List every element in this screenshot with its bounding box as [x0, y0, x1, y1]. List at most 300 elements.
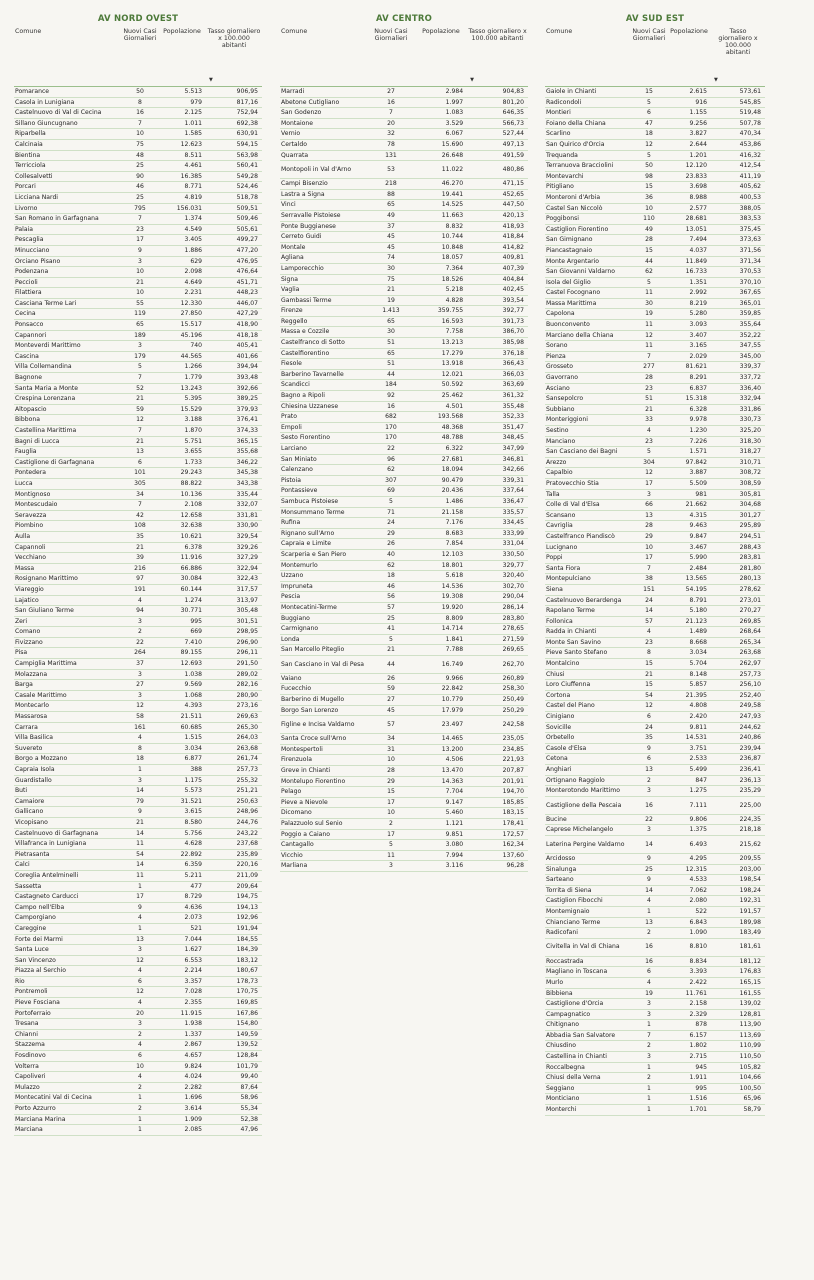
cell-tasso: 308,72 [711, 468, 765, 479]
table-row [280, 755, 528, 766]
cell-nuovi-casi: 22 [367, 444, 415, 455]
cell-comune: Sorano [545, 341, 631, 352]
cell-comune: Montespertoli [280, 744, 367, 755]
cell-comune: Bagni di Lucca [14, 436, 122, 447]
cell-comune: Carmignano [280, 624, 367, 635]
cell-comune: Cetona [545, 754, 631, 765]
table-row [14, 881, 262, 892]
cell-comune: Arcidosso [545, 853, 631, 864]
cell-comune: Scansano [545, 510, 631, 521]
cell-popolazione: 2.355 [158, 998, 206, 1009]
cell-comune: Palazzuolo sul Senio [280, 819, 367, 830]
cell-popolazione: 1.275 [667, 786, 711, 797]
cell-comune: Monte San Savino [545, 637, 631, 648]
table-row [545, 906, 765, 917]
cell-comune: Capraia Isola [14, 765, 122, 776]
table-row [545, 1073, 765, 1084]
cell-nuovi-casi: 119 [122, 309, 158, 320]
cell-nuovi-casi: 6 [631, 754, 667, 765]
cell-nuovi-casi: 2 [122, 1082, 158, 1093]
table-row [14, 987, 262, 998]
cell-nuovi-casi: 5 [631, 447, 667, 458]
cell-comune: Colle di Val d'Elsa [545, 500, 631, 511]
cell-tasso: 476,64 [206, 267, 262, 278]
cell-popolazione: 1.175 [158, 775, 206, 786]
cell-nuovi-casi: 5 [631, 277, 667, 288]
cell-nuovi-casi: 12 [631, 468, 667, 479]
cell-nuovi-casi: 65 [122, 320, 158, 331]
cell-tasso: 203,00 [711, 864, 765, 875]
cell-tasso: 161,55 [711, 988, 765, 999]
cell-popolazione: 740 [158, 341, 206, 352]
header-nuovi-casi[interactable]: Nuovi Casi Giornalieri [367, 28, 415, 87]
table-row [280, 348, 528, 359]
cell-popolazione: 1.038 [158, 669, 206, 680]
cell-nuovi-casi: 16 [631, 796, 667, 814]
cell-tasso: 280,90 [206, 690, 262, 701]
cell-nuovi-casi: 3 [631, 489, 667, 500]
cell-popolazione: 3.751 [667, 743, 711, 754]
header-tasso[interactable] [467, 28, 528, 87]
cell-popolazione: 878 [667, 1020, 711, 1031]
cell-popolazione: 8.771 [158, 182, 206, 193]
cell-popolazione: 12.120 [667, 161, 711, 172]
cell-popolazione: 11.663 [415, 210, 467, 221]
cell-comune: Poggibonsi [545, 214, 631, 225]
cell-tasso: 418,84 [467, 232, 528, 243]
cell-popolazione: 2.125 [158, 108, 206, 119]
cell-nuovi-casi: 57 [367, 716, 415, 734]
cell-popolazione: 6.378 [158, 542, 206, 553]
cell-popolazione: 979 [158, 97, 206, 108]
cell-nuovi-casi: 21 [367, 645, 415, 656]
cell-nuovi-casi: 17 [631, 553, 667, 564]
table-row [14, 341, 262, 352]
table-row [14, 817, 262, 828]
cell-popolazione: 3.827 [667, 129, 711, 140]
cell-popolazione: 1.515 [158, 733, 206, 744]
cell-tasso: 250,29 [467, 705, 528, 716]
cell-tasso: 165,15 [711, 977, 765, 988]
table-row [545, 669, 765, 680]
cell-tasso: 58,79 [711, 1105, 765, 1116]
table-row [545, 1030, 765, 1041]
cell-comune: Bientina [14, 150, 122, 161]
cell-tasso: 352,33 [467, 412, 528, 423]
cell-tasso: 310,71 [711, 457, 765, 468]
cell-nuovi-casi: 35 [631, 733, 667, 744]
cell-tasso: 507,78 [711, 118, 765, 129]
cell-popolazione: 2.231 [158, 288, 206, 299]
cell-nuovi-casi: 65 [367, 200, 415, 211]
cell-nuovi-casi: 17 [122, 235, 158, 246]
cell-nuovi-casi: 23 [631, 436, 667, 447]
header-comune[interactable]: Comune [545, 28, 631, 87]
cell-nuovi-casi: 28 [631, 521, 667, 532]
cell-tasso: 480,86 [467, 161, 528, 179]
cell-tasso: 249,58 [711, 701, 765, 712]
cell-comune: Radda in Chianti [545, 627, 631, 638]
cell-tasso: 391,73 [467, 316, 528, 327]
cell-popolazione: 5.857 [667, 680, 711, 691]
cell-nuovi-casi: 30 [631, 298, 667, 309]
table-row [545, 394, 765, 405]
table-row [14, 637, 262, 648]
cell-comune: Coreglia Antelminelli [14, 870, 122, 881]
header-tasso[interactable] [711, 28, 765, 87]
cell-nuovi-casi: 4 [122, 966, 158, 977]
cell-tasso: 167,86 [206, 1008, 262, 1019]
cell-tasso: 244,62 [711, 722, 765, 733]
cell-nuovi-casi: 42 [122, 510, 158, 521]
sort-desc-icon[interactable]: ▼ [209, 77, 213, 83]
cell-tasso: 335,44 [206, 489, 262, 500]
cell-tasso: 336,40 [711, 383, 765, 394]
table-row [545, 1020, 765, 1031]
table-row [14, 1019, 262, 1030]
cell-comune: Chiusi della Verna [545, 1073, 631, 1084]
cell-nuovi-casi: 16 [631, 938, 667, 956]
table-row [545, 404, 765, 415]
cell-tasso: 290,04 [467, 592, 528, 603]
cell-comune: Montecarlo [14, 701, 122, 712]
cell-nuovi-casi: 31 [367, 744, 415, 755]
cell-tasso: 385,98 [467, 338, 528, 349]
table-row [14, 775, 262, 786]
cell-popolazione: 21.662 [667, 500, 711, 511]
cell-comune: Montopoli in Val d'Arno [280, 161, 367, 179]
cell-comune: Marradi [280, 87, 367, 98]
cell-nuovi-casi: 191 [122, 584, 158, 595]
header-comune[interactable]: Comune [14, 28, 122, 87]
cell-nuovi-casi: 10 [631, 542, 667, 553]
cell-tasso: 331,81 [206, 510, 262, 521]
cell-comune: Sambuca Pistoiese [280, 496, 367, 507]
cell-popolazione: 3.655 [158, 447, 206, 458]
cell-comune: Montecatini Val di Cecina [14, 1093, 122, 1104]
table-row [280, 787, 528, 798]
cell-nuovi-casi: 62 [367, 465, 415, 476]
cell-tasso: 262,70 [467, 655, 528, 673]
table-row [280, 539, 528, 550]
cell-comune: Massarosa [14, 712, 122, 723]
cell-popolazione: 5.704 [667, 659, 711, 670]
cell-popolazione: 25.462 [415, 391, 467, 402]
cell-tasso: 169,85 [206, 998, 262, 1009]
cell-comune: Montignoso [14, 489, 122, 500]
cell-comune: Chitignano [545, 1020, 631, 1031]
cell-popolazione: 13.565 [667, 574, 711, 585]
cell-comune: Minucciano [14, 245, 122, 256]
table-row [545, 1105, 765, 1116]
table-row [14, 648, 262, 659]
cases-table [280, 28, 528, 872]
cell-tasso: 220,16 [206, 860, 262, 871]
cell-comune: Fiesole [280, 359, 367, 370]
table-row [14, 139, 262, 150]
table-row [14, 298, 262, 309]
table-row [545, 298, 765, 309]
table-row [280, 412, 528, 423]
table-row [545, 457, 765, 468]
cell-tasso: 405,62 [711, 182, 765, 193]
cell-nuovi-casi: 15 [631, 245, 667, 256]
cell-popolazione: 8.834 [667, 956, 711, 967]
table-row [280, 549, 528, 560]
cell-comune: Castel Focognano [545, 288, 631, 299]
cell-comune: Peccioli [14, 277, 122, 288]
cell-tasso: 183,12 [206, 955, 262, 966]
cell-tasso: 345,38 [206, 468, 262, 479]
cell-comune: Radicofani [545, 928, 631, 939]
cell-comune: Roccalbegna [545, 1062, 631, 1073]
cell-comune: Aulla [14, 531, 122, 542]
cell-comune: Loro Ciuffenna [545, 680, 631, 691]
cell-popolazione: 3.034 [667, 648, 711, 659]
cell-nuovi-casi: 19 [631, 988, 667, 999]
cell-nuovi-casi: 2 [631, 775, 667, 786]
table-row [14, 1114, 262, 1125]
cell-popolazione: 48.788 [415, 433, 467, 444]
cell-comune: San Casciano dei Bagni [545, 447, 631, 458]
cell-nuovi-casi: 3 [122, 256, 158, 267]
cell-popolazione: 4.037 [667, 245, 711, 256]
cell-comune: Sesto Fiorentino [280, 433, 367, 444]
table-row [280, 150, 528, 161]
cell-popolazione: 81.621 [667, 362, 711, 373]
cell-nuovi-casi: 7 [631, 351, 667, 362]
cell-comune: Monteverdi Marittimo [14, 341, 122, 352]
cell-tasso: 294,51 [711, 531, 765, 542]
table-row [545, 928, 765, 939]
cell-popolazione: 8.580 [158, 817, 206, 828]
table-row [14, 108, 262, 119]
header-popolazione[interactable]: Popolazione [667, 28, 711, 87]
cell-nuovi-casi: 8 [631, 648, 667, 659]
cell-comune: Sarteano [545, 875, 631, 886]
table-row [545, 182, 765, 193]
cell-popolazione: 27.850 [158, 309, 206, 320]
cell-nuovi-casi: 14 [631, 885, 667, 896]
cell-nuovi-casi: 49 [367, 210, 415, 221]
cell-nuovi-casi: 3 [631, 786, 667, 797]
cell-nuovi-casi: 47 [631, 118, 667, 129]
cell-tasso: 345,00 [711, 351, 765, 362]
cell-nuovi-casi: 71 [367, 507, 415, 518]
cell-popolazione: 10.136 [158, 489, 206, 500]
cell-comune: Vaglia [280, 285, 367, 296]
cell-popolazione: 981 [667, 489, 711, 500]
table-row [545, 606, 765, 617]
cell-comune: Castiglione della Pescaia [545, 796, 631, 814]
cell-comune: Scandicci [280, 380, 367, 391]
cell-popolazione: 3.357 [158, 976, 206, 987]
cell-tasso: 162,34 [467, 840, 528, 851]
cell-popolazione: 9.147 [415, 797, 467, 808]
cell-comune: Monteroni d'Arbia [545, 192, 631, 203]
cell-comune: Sillano Giuncugnano [14, 118, 122, 129]
cell-comune: Campi Bisenzio [280, 179, 367, 190]
cell-popolazione: 11.916 [158, 553, 206, 564]
cell-nuovi-casi: 12 [122, 955, 158, 966]
cell-nuovi-casi: 40 [367, 549, 415, 560]
cell-tasso: 392,66 [206, 383, 262, 394]
cell-tasso: 250,63 [206, 796, 262, 807]
cell-popolazione: 97.842 [667, 457, 711, 468]
table-row [280, 496, 528, 507]
header-nuovi-casi[interactable]: Nuovi Casi Giornalieri [631, 28, 667, 87]
cell-nuovi-casi: 17 [631, 478, 667, 489]
cell-tasso: 355,64 [711, 320, 765, 331]
cell-tasso: 110,99 [711, 1041, 765, 1052]
cell-nuovi-casi: 32 [367, 129, 415, 140]
cell-tasso: 339,37 [711, 362, 765, 373]
header-popolazione[interactable]: Popolazione [415, 28, 467, 87]
cell-tasso: 281,80 [711, 563, 765, 574]
cell-tasso: 374,33 [206, 426, 262, 437]
cell-tasso: 418,90 [206, 320, 262, 331]
cell-popolazione: 3.698 [667, 182, 711, 193]
cell-popolazione: 11.022 [415, 161, 467, 179]
cell-tasso: 52,38 [206, 1114, 262, 1125]
cell-nuovi-casi: 45 [367, 232, 415, 243]
cell-tasso: 352,22 [711, 330, 765, 341]
table-row [545, 447, 765, 458]
cell-tasso: 409,81 [467, 253, 528, 264]
table-row [280, 306, 528, 317]
cell-nuovi-casi: 94 [122, 606, 158, 617]
cell-comune: Casale Marittimo [14, 690, 122, 701]
table-row [280, 840, 528, 851]
cell-popolazione: 847 [667, 775, 711, 786]
table-row [545, 1083, 765, 1094]
cell-nuovi-casi: 58 [122, 712, 158, 723]
cell-tasso: 270,27 [711, 606, 765, 617]
sort-desc-icon[interactable]: ▼ [714, 77, 718, 83]
cell-nuovi-casi: 21 [122, 817, 158, 828]
cell-nuovi-casi: 4 [122, 1040, 158, 1051]
cell-popolazione: 7.994 [415, 850, 467, 861]
table-row [14, 998, 262, 1009]
cell-popolazione: 2.282 [158, 1082, 206, 1093]
cell-comune: Monteriggioni [545, 415, 631, 426]
table-row [545, 637, 765, 648]
table-row [14, 203, 262, 214]
cell-nuovi-casi: 795 [122, 203, 158, 214]
cell-popolazione: 995 [158, 616, 206, 627]
table-row [280, 695, 528, 706]
table-row [280, 139, 528, 150]
cell-nuovi-casi: 16 [367, 97, 415, 108]
cell-nuovi-casi: 7 [122, 373, 158, 384]
cell-popolazione: 4.533 [667, 875, 711, 886]
cell-comune: Castelnuovo di Garfagnana [14, 828, 122, 839]
cell-tasso: 453,86 [711, 139, 765, 150]
header-tasso-label: Tasso giornaliero x 100.000 abitanti [207, 28, 261, 49]
table-row [280, 210, 528, 221]
cell-comune: Cortona [545, 690, 631, 701]
cell-tasso: 477,20 [206, 245, 262, 256]
cell-comune: Borgo San Lorenzo [280, 705, 367, 716]
header-popolazione[interactable]: Popolazione [158, 28, 206, 87]
cell-tasso: 104,66 [711, 1073, 765, 1084]
table-row [280, 316, 528, 327]
sort-desc-icon[interactable]: ▼ [470, 77, 474, 83]
cell-nuovi-casi: 23 [122, 224, 158, 235]
cell-nuovi-casi: 11 [631, 288, 667, 299]
cell-comune: Campagnatico [545, 1009, 631, 1020]
cell-nuovi-casi: 1 [631, 1020, 667, 1031]
table-row [545, 171, 765, 182]
cell-nuovi-casi: 131 [367, 150, 415, 161]
header-comune[interactable]: Comune [280, 28, 367, 87]
table-row [14, 690, 262, 701]
header-tasso[interactable] [206, 28, 262, 87]
cell-nuovi-casi: 17 [122, 892, 158, 903]
cell-tasso: 139,02 [711, 999, 765, 1010]
header-nuovi-casi[interactable]: Nuovi Casi Giornalieri [122, 28, 158, 87]
cell-comune: Santa Fiora [545, 563, 631, 574]
cell-popolazione: 44.565 [158, 351, 206, 362]
cell-comune: Suvereto [14, 743, 122, 754]
cell-nuovi-casi: 110 [631, 214, 667, 225]
table-row [545, 129, 765, 140]
table-row [14, 373, 262, 384]
cell-nuovi-casi: 15 [631, 680, 667, 691]
cell-popolazione: 13.200 [415, 744, 467, 755]
table-row [280, 850, 528, 861]
table-row [545, 1009, 765, 1020]
cell-popolazione: 1.909 [158, 1114, 206, 1125]
cell-nuovi-casi: 1 [631, 1094, 667, 1105]
cell-tasso: 264,03 [206, 733, 262, 744]
cell-popolazione: 9.811 [667, 722, 711, 733]
cell-tasso: 192,96 [206, 913, 262, 924]
cell-popolazione: 4.636 [158, 902, 206, 913]
cell-nuovi-casi: 11 [631, 320, 667, 331]
cell-comune: Sinalunga [545, 864, 631, 875]
cell-popolazione: 7.176 [415, 518, 467, 529]
cell-tasso: 497,13 [467, 139, 528, 150]
cell-tasso: 376,41 [206, 415, 262, 426]
cell-nuovi-casi: 96 [367, 454, 415, 465]
table-row [14, 1040, 262, 1051]
cell-nuovi-casi: 3 [122, 1019, 158, 1030]
cell-comune: Sansepolcro [545, 394, 631, 405]
table-row [14, 224, 262, 235]
cell-popolazione: 2.029 [667, 351, 711, 362]
cell-tasso: 286,14 [467, 602, 528, 613]
table-row [14, 754, 262, 765]
cell-comune: Subbiano [545, 404, 631, 415]
cell-comune: Santa Croce sull'Arno [280, 734, 367, 745]
table-row [280, 108, 528, 119]
cell-nuovi-casi: 11 [367, 850, 415, 861]
cell-tasso: 221,93 [467, 755, 528, 766]
cell-comune: Bucine [545, 814, 631, 825]
cell-popolazione: 5.218 [415, 285, 467, 296]
cell-nuovi-casi: 13 [122, 934, 158, 945]
cell-tasso: 185,85 [467, 797, 528, 808]
cell-tasso: 278,62 [711, 584, 765, 595]
cell-popolazione: 1.627 [158, 945, 206, 956]
table-row [545, 765, 765, 776]
cell-popolazione: 388 [158, 765, 206, 776]
cell-comune: Capannoli [14, 542, 122, 553]
cell-popolazione: 12.330 [158, 298, 206, 309]
table-row [280, 161, 528, 179]
cell-nuovi-casi: 14 [122, 786, 158, 797]
